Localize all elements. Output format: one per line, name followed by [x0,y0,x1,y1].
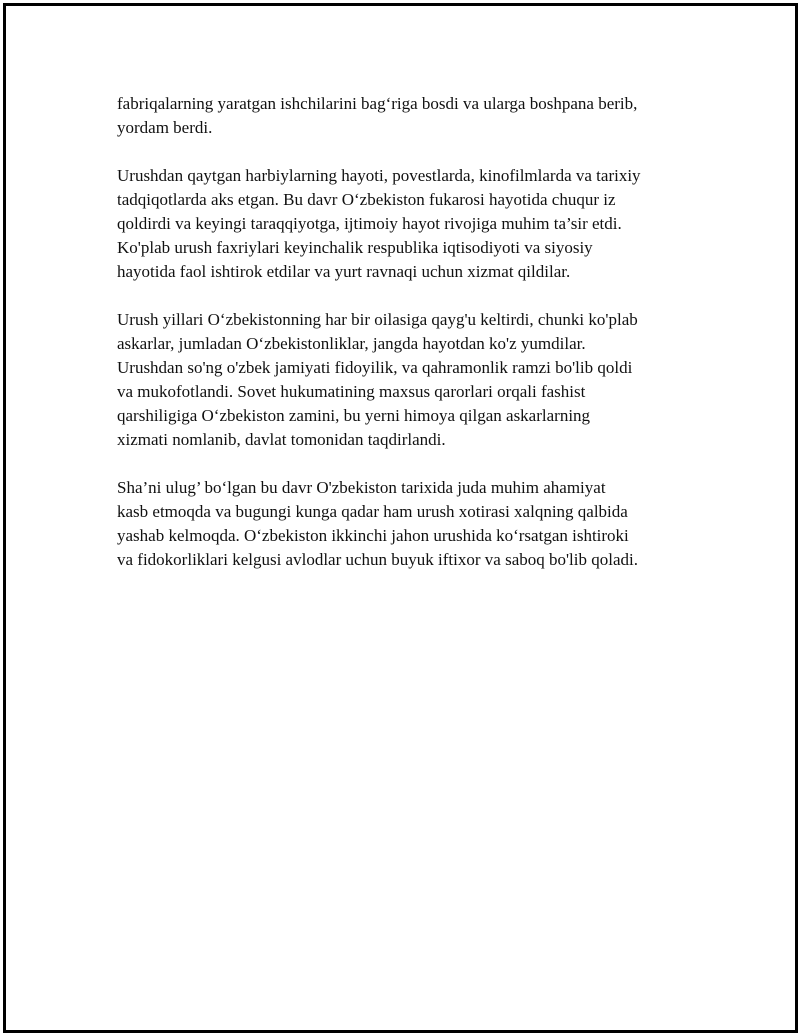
text-line: Urushdan so'ng o'zbek jamiyati fidoyilik, va qahramonlik ramzi bo'lib qoldi [117,358,633,377]
text-line: tadqiqotlarda aks etgan. Bu davr O‘zbekiston fukarosi hayotida chuqur iz [117,190,616,209]
text-line: hayotida faol ishtirok etdilar va yurt ravnaqi uchun xizmat qildilar. [117,262,571,281]
text-line: yordam berdi. [117,118,213,137]
text-line: yashab kelmoqda. O‘zbekiston ikkinchi jahon urushida ko‘rsatgan ishtiroki [117,526,629,545]
paragraph-2 [117,164,697,284]
text-line: askarlar, jumladan O‘zbekistonliklar, jangda hayotdan ko'z yumdilar. [117,334,586,353]
text-line: va fidokorliklari kelgusi avlodlar uchun buyuk iftixor va saboq bo'lib qoladi. [117,550,638,569]
document-body [117,92,697,596]
text-line: va mukofotlandi. Sovet hukumatining maxsus qarorlari orqali fashist [117,382,586,401]
text-line: xizmati nomlanib, davlat tomonidan taqdirlandi. [117,430,446,449]
text-line: Ko'plab urush faxriylari keyinchalik respublika iqtisodiyoti va siyosiy [117,238,593,257]
text-line: kasb etmoqda va bugungi kunga qadar ham urush xotirasi xalqning qalbida [117,502,628,521]
paragraph-4 [117,476,697,572]
paragraph-1 [117,92,697,140]
text-line: Sha’ni ulug’ bo‘lgan bu davr O'zbekiston tarixida juda muhim ahamiyat [117,478,606,497]
text-line: Urush yillari O‘zbekistonning har bir oilasiga qayg'u keltirdi, chunki ko'plab [117,310,638,329]
text-line: Urushdan qaytgan harbiylarning hayoti, povestlarda, kinofilmlarda va tarixiy [117,166,641,185]
text-line: qarshiligiga O‘zbekiston zamini, bu yerni himoya qilgan askarlarning [117,406,591,425]
text-line: fabriqalarning yaratgan ishchilarini bag‘riga bosdi va ularga boshpana berib, [117,94,638,113]
paragraph-3 [117,308,697,452]
text-line: qoldirdi va keyingi taraqqiyotga, ijtimoiy hayot rivojiga muhim ta’sir etdi. [117,214,622,233]
